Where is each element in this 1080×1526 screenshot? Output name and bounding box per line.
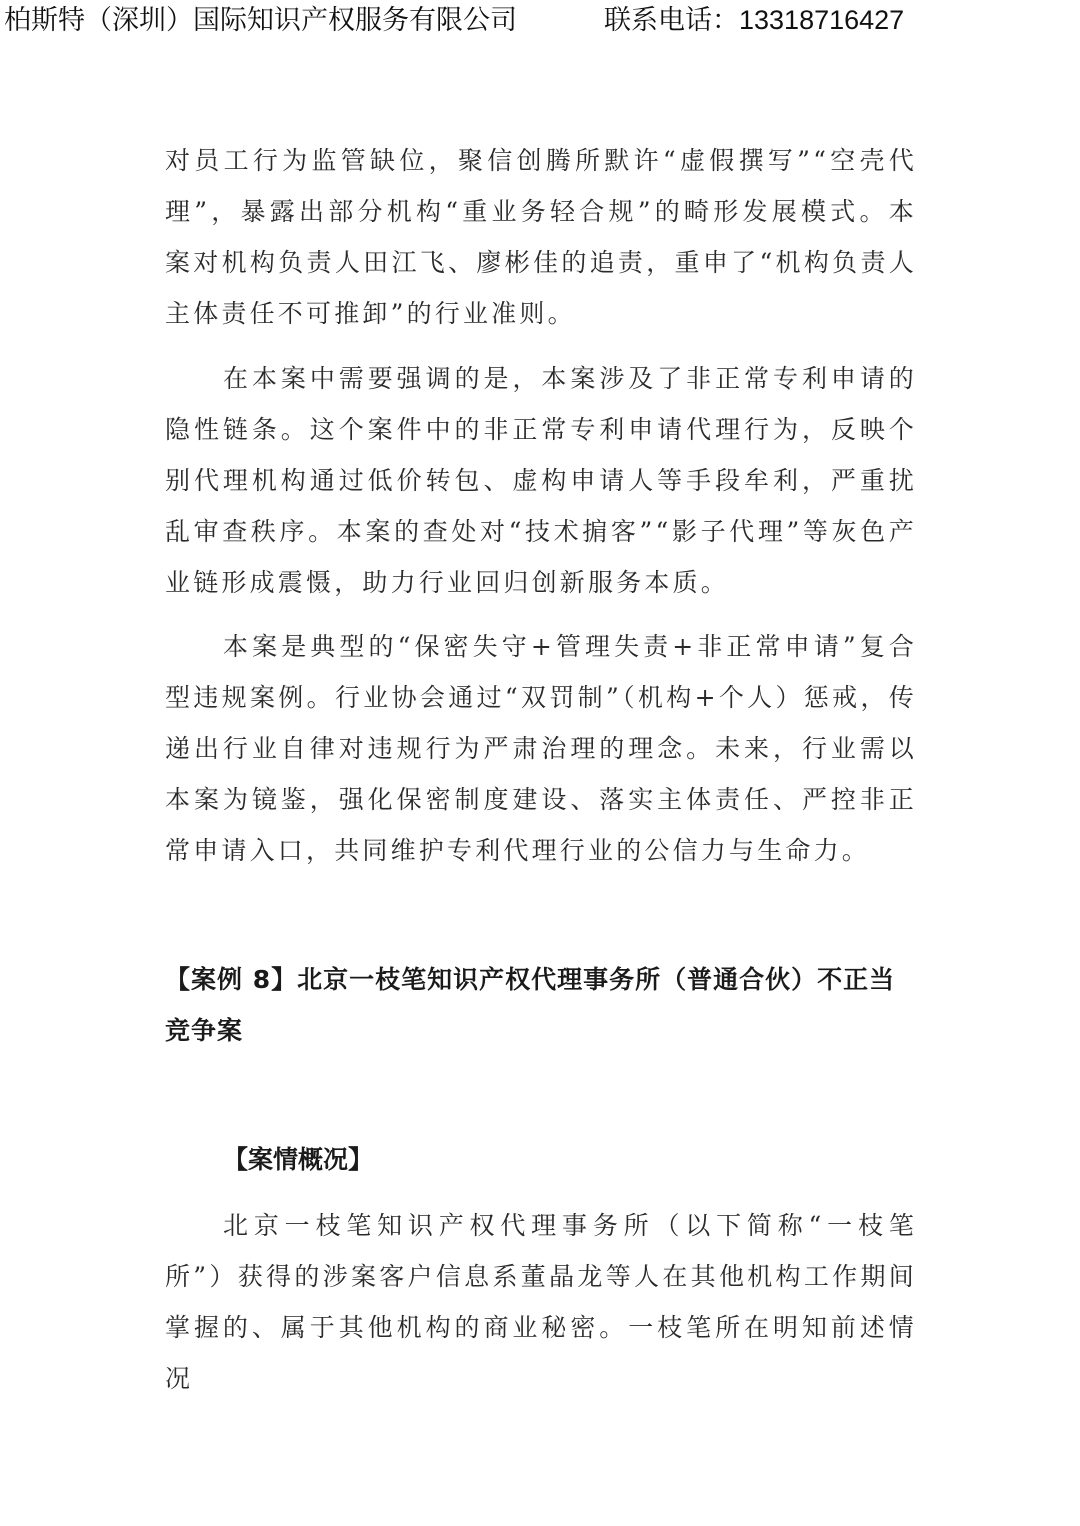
paragraph-3: 本案是典型的“保密失守+管理失责+非正常申请”复合型违规案例。行业协会通过“双罚制”（机构+个人）惩戒，传递出行业自律对违规行为严肃治理的理念。未来，行业需以本案为镜鉴，强化保密制度建设、落实主体责任、严控非正常申请入口，共同维护专利代理行业的公信力与生命力。 bbox=[165, 632, 917, 865]
case-overview-paragraph: 北京一枝笔知识产权代理事务所（以下简称“一枝笔所”）获得的涉案客户信息系董晶龙等人在其他机构工作期间掌握的、属于其他机构的商业秘密。一枝笔所在明知前述情况 bbox=[165, 1211, 917, 1393]
page-header bbox=[0, 2, 1080, 42]
header-company-name: 柏斯特（深圳）国际知识产权服务有限公司 bbox=[4, 5, 517, 35]
case-title: 【案例 8】北京一枝笔知识产权代理事务所（普通合伙）不正当竞争案 bbox=[165, 965, 896, 1045]
section-heading-case-overview: 【案情概况】 bbox=[223, 1145, 374, 1174]
paragraph-2: 在本案中需要强调的是，本案涉及了非正常专利申请的隐性链条。这个案件中的非正常专利申请代理行为，反映个别代理机构通过低价转包、虚构申请人等手段牟利，严重扰乱审查秩序。本案的查处对“技术掮客”“影子代理”等灰色产业链形成震慑，助力行业回归创新服务本质。 bbox=[165, 364, 917, 597]
paragraph-1: 对员工行为监管缺位，聚信创腾所默许“虚假撰写”“空壳代理”，暴露出部分机构“重业务轻合规”的畸形发展模式。本案对机构负责人田江飞、廖彬佳的追责，重申了“机构负责人主体责任不可推卸”的行业准则。 bbox=[165, 146, 917, 328]
header-contact-phone: 联系电话：13318716427 bbox=[604, 5, 905, 35]
